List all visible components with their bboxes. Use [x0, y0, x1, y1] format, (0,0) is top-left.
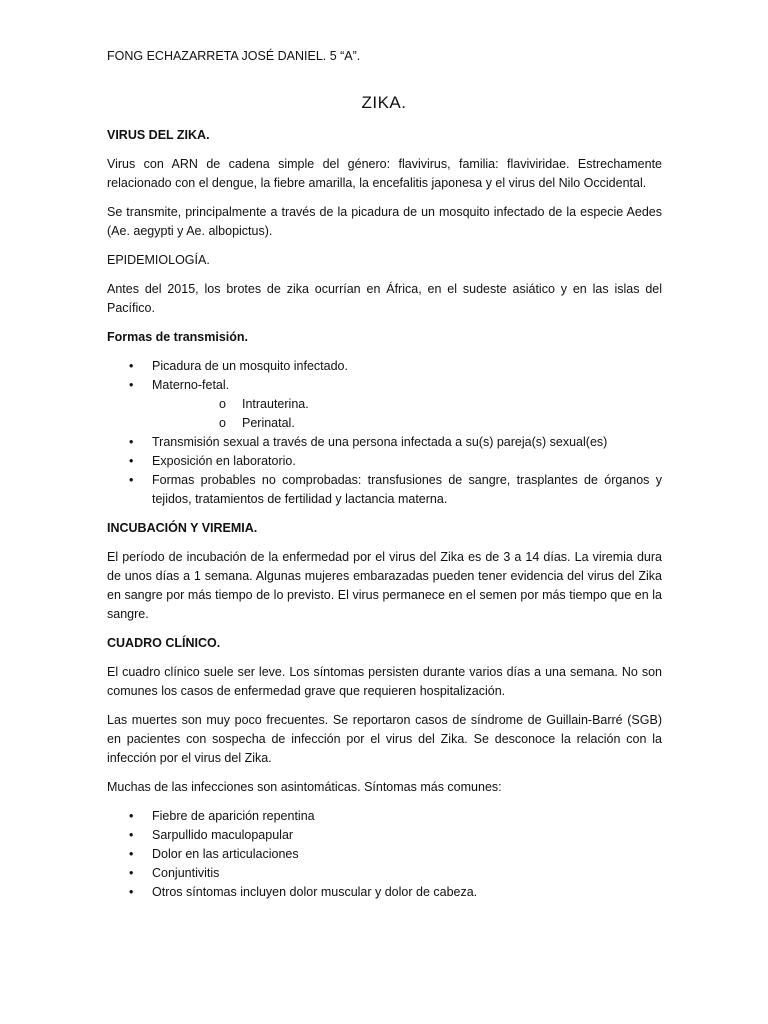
paragraph-epidemiologia: Antes del 2015, los brotes de zika ocurrían en África, en el sudeste asiático y en las islas del Pacífico. — [107, 282, 662, 315]
list-item-text: Picadura de un mosquito infectado. — [152, 359, 348, 373]
list-item-text: Sarpullido maculopapular — [152, 828, 294, 842]
list-item-text: Dolor en las articulaciones — [152, 847, 299, 861]
list-item-text: Transmisión sexual a través de una persona infectada a su(s) pareja(s) sexual(es) — [152, 435, 608, 449]
section-heading-incubacion: INCUBACIÓN Y VIREMIA. — [107, 521, 258, 535]
bullet-icon: • — [129, 847, 134, 861]
sub-list-item — [152, 395, 662, 414]
list-item-text: Exposición en laboratorio. — [152, 454, 296, 468]
list-item — [107, 471, 662, 509]
section-heading-epidemiologia: EPIDEMIOLOGÍA. — [107, 253, 210, 267]
section-heading-virus: VIRUS DEL ZIKA. — [107, 128, 210, 142]
list-item — [107, 845, 662, 864]
sub-list-item-text: Intrauterina. — [242, 397, 309, 411]
author-line: FONG ECHAZARRETA JOSÉ DANIEL. 5 “A”. — [107, 49, 361, 63]
list-item — [107, 826, 662, 845]
circle-bullet-icon: o — [219, 416, 226, 430]
section-heading-cuadro-clinico: CUADRO CLÍNICO. — [107, 636, 221, 650]
symptoms-list — [107, 807, 662, 902]
list-item — [107, 357, 662, 376]
list-item-text: Materno-fetal. — [152, 378, 230, 392]
bullet-icon: • — [129, 454, 134, 468]
paragraph-virus-description: Virus con ARN de cadena simple del género: flavivirus, familia: flaviviridae. Estrechamente relacionado con el dengue, la fiebre amarilla, la encefalitis japonesa y el virus del Nilo Occidental. — [107, 157, 662, 190]
bullet-icon: • — [129, 866, 134, 880]
document-body — [107, 126, 662, 912]
transmission-list — [107, 357, 662, 509]
list-item — [107, 452, 662, 471]
list-item — [107, 883, 662, 902]
list-item — [107, 864, 662, 883]
bullet-icon: • — [129, 809, 134, 823]
subheading-formas-transmision: Formas de transmisión. — [107, 330, 249, 344]
list-item-text: Fiebre de aparición repentina — [152, 809, 315, 823]
bullet-icon: • — [129, 828, 134, 842]
paragraph-virus-transmission: Se transmite, principalmente a través de la picadura de un mosquito infectado de la especie Aedes (Ae. aegypti y Ae. albopictus). — [107, 205, 662, 238]
paragraph-cuadro-muertes: Las muertes son muy poco frecuentes. Se reportaron casos de síndrome de Guillain-Barré (SGB) en pacientes con sospecha de infección por el virus del Zika. Se desconoce la relación con la infección por el virus del Zika. — [107, 713, 662, 765]
list-item — [107, 376, 662, 433]
sub-list-item-text: Perinatal. — [242, 416, 295, 430]
list-item-text: Conjuntivitis — [152, 866, 220, 880]
bullet-icon: • — [129, 378, 134, 392]
paragraph-cuadro-leve: El cuadro clínico suele ser leve. Los síntomas persisten durante varios días a una semana. No son comunes los casos de enfermedad grave que requieren hospitalización. — [107, 665, 662, 698]
list-item-text: Formas probables no comprobadas: transfusiones de sangre, trasplantes de órganos y tejidos, tratamientos de fertilidad y lactancia materna. — [152, 473, 662, 506]
sub-list-item — [152, 414, 662, 433]
circle-bullet-icon: o — [219, 397, 226, 411]
bullet-icon: • — [129, 885, 134, 899]
list-item — [107, 807, 662, 826]
bullet-icon: • — [129, 473, 134, 487]
maternal-fetal-sublist — [152, 395, 662, 433]
paragraph-cuadro-sintomas: Muchas de las infecciones son asintomáticas. Síntomas más comunes: — [107, 780, 502, 794]
list-item — [107, 433, 662, 452]
bullet-icon: • — [129, 435, 134, 449]
paragraph-incubacion: El período de incubación de la enfermedad por el virus del Zika es de 3 a 14 días. La viremia dura de unos días a 1 semana. Algunas mujeres embarazadas pueden tener evidencia del virus del Zika en sangre por más tiempo de lo previsto. El virus permanece en el semen por más tiempo que en la sangre. — [107, 550, 662, 621]
list-item-text: Otros síntomas incluyen dolor muscular y dolor de cabeza. — [152, 885, 478, 899]
document-title: ZIKA. — [361, 93, 407, 112]
bullet-icon: • — [129, 359, 134, 373]
